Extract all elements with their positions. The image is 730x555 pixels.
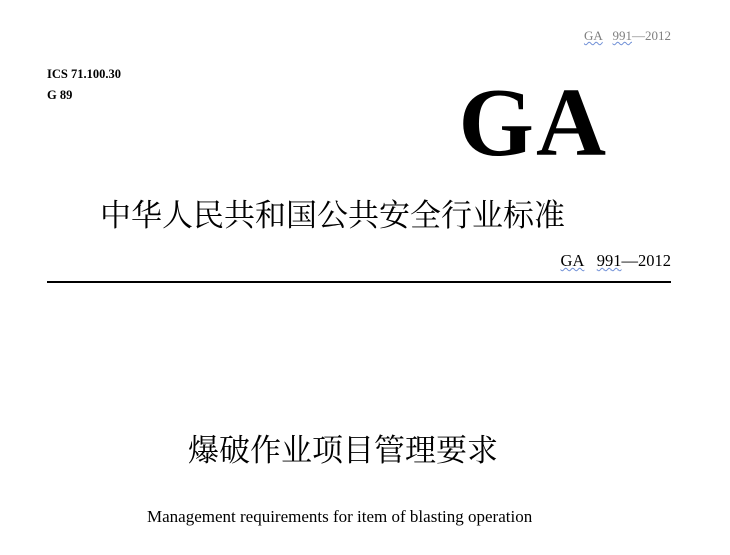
header-code-number: 991 — [612, 28, 632, 43]
header-code-prefix: GA — [583, 28, 603, 43]
standard-code — [561, 251, 671, 271]
standard-code-prefix: GA — [560, 251, 585, 270]
ga-logo: GA — [458, 69, 608, 176]
standard-code-year: —2012 — [621, 251, 671, 270]
standard-code-number: 991 — [596, 251, 622, 270]
header-standard-code — [584, 28, 671, 44]
document-title-en: Management requirements for item of blasting operation — [147, 507, 533, 526]
g-code: G 89 — [47, 88, 73, 102]
document-title-cn: 爆破作业项目管理要求 — [188, 433, 498, 469]
horizontal-rule — [47, 281, 671, 283]
ics-code: ICS 71.100.30 — [47, 67, 121, 81]
header-code-year: —2012 — [632, 28, 671, 43]
organization-title: 中华人民共和国公共安全行业标准 — [100, 198, 565, 234]
